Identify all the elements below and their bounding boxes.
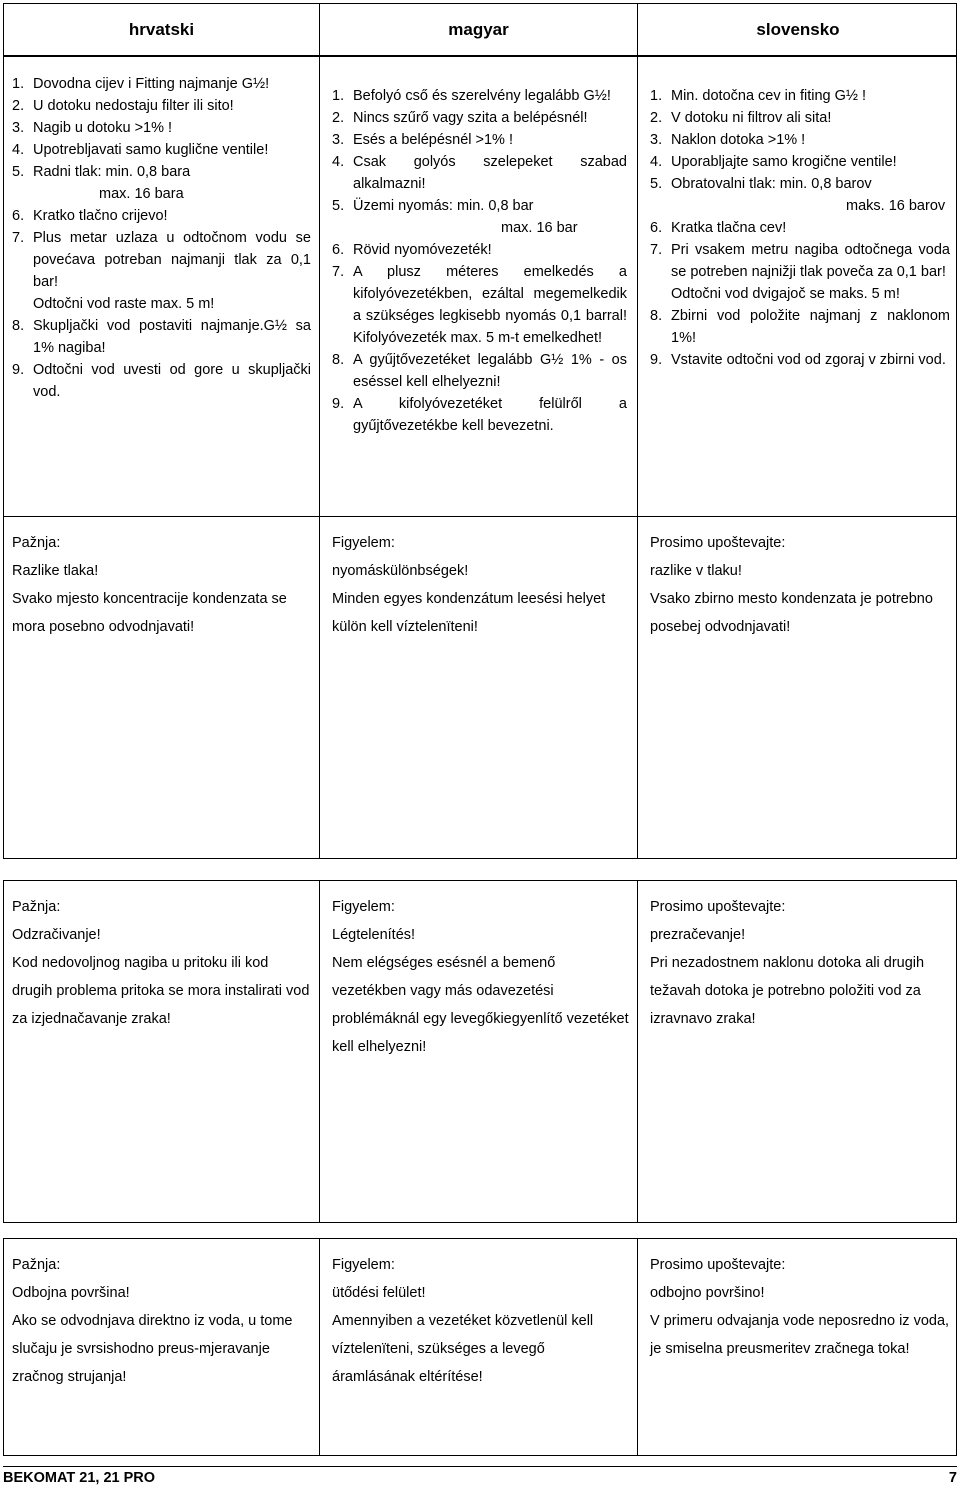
header-croatian: hrvatski [4, 4, 320, 55]
list-item: 4. Csak golyós szelepeket szabad alkalmazni! [332, 154, 627, 192]
list-item: 2. U dotoku nedostaju filter ili sito! [12, 98, 234, 114]
header-slovenian: slovensko [756, 19, 840, 39]
list-item: 2. V dotoku ni filtrov ali sita! [650, 110, 832, 126]
page-footer [3, 1466, 957, 1486]
list-item: 7. A plusz méteres emelkedés a kifolyóvezetékben, ezáltal megemelkedik a szükséges legkisebb nyomás 0,1 barral! Kifolyóvezeték max. 5 m-t emelkedhet! [332, 264, 627, 346]
note-croatian [4, 881, 320, 1222]
list-item: 1. Min. dotočna cev in fiting G½ ! [650, 88, 867, 104]
note-slovenian [638, 881, 958, 1222]
note-label: Prosimo upoštevajte: [650, 899, 786, 915]
note-body: Kod nedovoljnog nagiba u pritoku ili kod drugih problema pritoka se mora instalirati vod za izjednačavanje zraka! [12, 955, 310, 1027]
list-item: 4. Uporabljajte samo krogične ventile! [650, 154, 897, 170]
list-item: 2. Nincs szűrő vagy szita a belépésnél! [332, 110, 588, 126]
list-item: 9. A kifolyóvezetéket felülről a gyűjtővezetékbe kell bevezetni. [332, 396, 627, 434]
note-title: odbojno površino! [650, 1285, 765, 1301]
note-label: Pažnja: [12, 1257, 61, 1273]
list-item: 4. Upotrebljavati samo kuglične ventile! [12, 142, 269, 158]
note-label: Prosimo upoštevajte: [650, 1257, 786, 1273]
instructions-slovenian [638, 57, 958, 516]
list-item: 6. Rövid nyomóvezeték! [332, 242, 492, 258]
note-title: Odzračivanje! [12, 927, 101, 943]
header-hungarian: magyar [320, 4, 638, 55]
list-item: 6. Kratko tlačno crijevo! [12, 208, 168, 224]
note-label: Figyelem: [332, 535, 395, 551]
list-item: 9. Vstavite odtočni vod od zgoraj v zbirni vod. [650, 352, 946, 368]
list-item: 5. Obratovalni tlak: min. 0,8 barov maks. 16 barov [650, 176, 946, 214]
note-hungarian [320, 881, 638, 1222]
list-item: 1. Befolyó cső és szerelvény legalább G½! [332, 88, 611, 104]
note-hungarian [320, 1239, 638, 1455]
note-body: Ako se odvodnjava direktno iz voda, u tome slučaju je svrsishodno preus-mjeravanje zračnog strujanja! [12, 1313, 293, 1385]
note-croatian [4, 1239, 320, 1455]
note-title: Légtelenítés! [332, 927, 416, 943]
note-croatian [4, 517, 320, 858]
note-body: Amennyiben a vezetéket közvetlenül kell víztelenïteni, szükséges a levegő áramlásának eltérítése! [332, 1313, 594, 1385]
instructions-croatian [4, 57, 320, 516]
list-item: 3. Nagib u dotoku >1% ! [12, 120, 173, 136]
list-item: 3. Naklon dotoka >1% ! [650, 132, 806, 148]
list-item: 5. Üzemi nyomás: min. 0,8 bar max. 16 bar [332, 198, 578, 236]
note-slovenian [638, 1239, 958, 1455]
list-item: 3. Esés a belépésnél >1% ! [332, 132, 514, 148]
note-baffle-surface [3, 1238, 957, 1456]
note-body: V primeru odvajanja vode neposredno iz voda, je smiselna preusmeritev zračnega toka! [650, 1313, 950, 1357]
instructions-hungarian [320, 57, 638, 516]
list-item: 9. Odtočni vod uvesti od gore u skupljački vod. [12, 362, 311, 400]
note-title: Razlike tlaka! [12, 563, 99, 579]
list-item: 1. Dovodna cijev i Fitting najmanje G½! [12, 76, 270, 92]
note-title: Odbojna površina! [12, 1285, 130, 1301]
page-number: 7 [948, 1470, 957, 1486]
note-title: nyomáskülönbségek! [332, 563, 469, 579]
note-label: Figyelem: [332, 899, 395, 915]
note-label: Pažnja: [12, 899, 61, 915]
note-title: razlike v tlaku! [650, 563, 742, 579]
list-item: 7. Plus metar uzlaza u odtočnom vodu se povećava potreban najmanji tlak za 0,1 bar! Odtočni vod raste max. 5 m! [12, 230, 311, 312]
list-item: 6. Kratka tlačna cev! [650, 220, 787, 236]
product-name: BEKOMAT 21, 21 PRO [3, 1470, 156, 1486]
note-body: Vsako zbirno mesto kondenzata je potrebno posebej odvodnjavati! [650, 591, 933, 635]
note-label: Figyelem: [332, 1257, 395, 1273]
list-item: 5. Radni tlak: min. 0,8 bara max. 16 bara [12, 164, 191, 202]
list-item: 7. Pri vsakem metru nagiba odtočnega voda se potreben najnižji tlak poveča za 0,1 bar! Odtočni vod dvigajoč se maks. 5 m! [650, 242, 950, 302]
note-pressure-differences [3, 516, 957, 859]
note-hungarian [320, 517, 638, 858]
note-title: ütődési felület! [332, 1285, 426, 1301]
language-header [3, 3, 957, 56]
note-label: Prosimo upoštevajte: [650, 535, 786, 551]
note-label: Pažnja: [12, 535, 61, 551]
note-body: Minden egyes kondenzátum leesési helyet külön kell víztelenïteni! [332, 591, 606, 635]
instructions-section [3, 56, 957, 517]
note-body: Svako mjesto koncentracije kondenzata se mora posebno odvodnjavati! [12, 591, 287, 635]
note-body: Nem elégséges esésnél a bemenő vezetékben vagy más odavezetési problémáknál egy levegőkiegyenlítő vezetéket kell elhelyezni! [332, 955, 629, 1055]
note-venting [3, 880, 957, 1223]
list-item: 8. Skupljački vod postaviti najmanje.G½ sa 1% nagiba! [12, 318, 311, 356]
note-title: prezračevanje! [650, 927, 746, 943]
list-item: 8. A gyűjtővezetéket legalább G½ 1% - os eséssel kell elhelyezni! [332, 352, 627, 390]
note-body: Pri nezadostnem naklonu dotoka ali drugih težavah dotoka je potrebno položiti vod za izravnavo zraka! [650, 955, 925, 1027]
list-item: 8. Zbirni vod položite najmanj z naklonom 1%! [650, 308, 950, 346]
note-slovenian [638, 517, 958, 858]
